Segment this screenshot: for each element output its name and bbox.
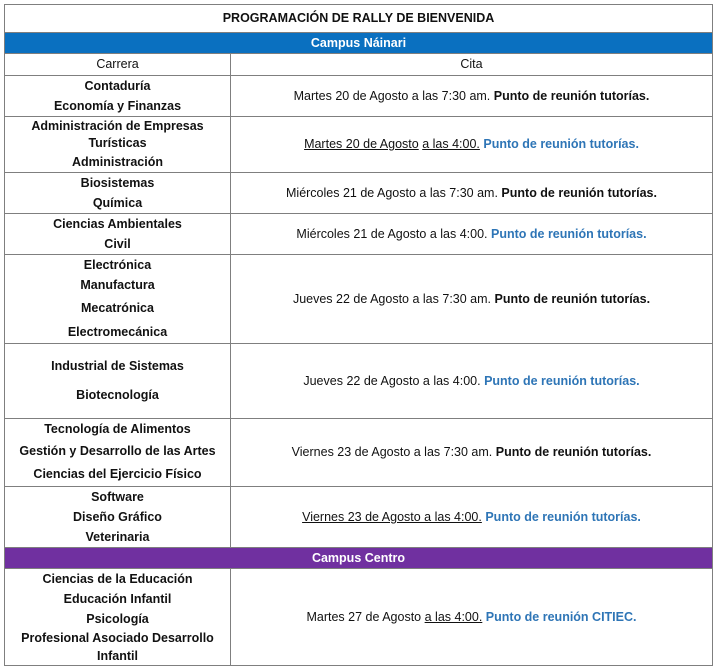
title-row <box>5 5 713 33</box>
carrera-cell <box>5 419 231 487</box>
carrera-name: Ciencias Ambientales <box>53 217 182 231</box>
cita-cell <box>231 255 713 344</box>
cita-date: Viernes 23 de Agosto a las 4:00. <box>302 509 482 524</box>
cita-column-header: Cita <box>231 54 713 76</box>
cita-place: Punto de reunión tutorías. <box>501 185 657 200</box>
carrera-name: Turísticas <box>88 135 147 150</box>
table-row <box>5 487 713 548</box>
table-row <box>5 344 713 419</box>
table-row <box>5 419 713 487</box>
rally-schedule-table <box>4 4 713 666</box>
carrera-name: Educación Infantil <box>63 592 172 606</box>
carrera-column-header: Carrera <box>5 54 231 76</box>
carrera-cell <box>5 117 231 173</box>
table-row <box>5 76 713 117</box>
campus-row <box>5 548 713 569</box>
cita-date: Martes 27 de Agosto <box>306 609 422 624</box>
carrera-cell <box>5 487 231 548</box>
carrera-cell <box>5 569 231 666</box>
carrera-name: Tecnología de Alimentos <box>44 422 191 436</box>
table-row <box>5 569 713 666</box>
cita-date: Jueves 22 de Agosto a las 7:30 am. <box>292 291 491 306</box>
table-title: PROGRAMACIÓN DE RALLY DE BIENVENIDA <box>5 5 713 33</box>
carrera-name: Manufactura <box>80 278 155 292</box>
carrera-name: Mecatrónica <box>81 301 154 315</box>
cita-date: Viernes 23 de Agosto a las 7:30 am. <box>291 445 493 460</box>
carrera-name: Veterinaria <box>85 530 150 544</box>
carrera-name: Electromecánica <box>67 325 168 339</box>
column-header-row <box>5 54 713 76</box>
carrera-name: Diseño Gráfico <box>73 510 162 524</box>
cita-cell <box>231 419 713 487</box>
cita-place: Punto de reunión tutorías. <box>494 291 651 306</box>
carrera-name: Gestión y Desarrollo de las Artes <box>19 444 216 458</box>
cita-date: Martes 20 de Agosto <box>304 137 419 152</box>
cita-place: Punto de reunión CITIEC. <box>485 609 637 624</box>
cita-cell <box>231 76 713 117</box>
campus-centro-header: Campus Centro <box>5 548 713 569</box>
carrera-name: Biosistemas <box>80 176 155 190</box>
carrera-name: Economía y Finanzas <box>53 99 182 113</box>
table-row <box>5 255 713 344</box>
carrera-name: Ciencias del Ejercicio Físico <box>33 467 202 481</box>
cita-place: Punto de reunión tutorías. <box>491 226 647 241</box>
carrera-cell <box>5 76 231 117</box>
cita-cell <box>231 173 713 214</box>
carrera-cell <box>5 214 231 255</box>
cita-cell <box>231 344 713 419</box>
cita-place: Punto de reunión tutorías. <box>485 509 641 524</box>
cita-date: Jueves 22 de Agosto a las 4:00. <box>303 373 481 388</box>
carrera-cell <box>5 173 231 214</box>
cita-time: a las 4:00. <box>422 137 480 152</box>
carrera-name: Administración de Empresas <box>31 118 204 133</box>
carrera-name: Biotecnología <box>76 388 159 402</box>
carrera-name: Industrial de Sistemas <box>51 359 184 373</box>
carrera-name: Ciencias de la Educación <box>42 572 193 586</box>
carrera-name: Contaduría <box>84 79 151 93</box>
cita-cell <box>231 487 713 548</box>
carrera-cell <box>5 255 231 344</box>
carrera-name: Electrónica <box>83 258 152 272</box>
table-row <box>5 173 713 214</box>
cita-place: Punto de reunión tutorías. <box>483 137 639 152</box>
cita-date: Martes 20 de Agosto a las 7:30 am. <box>293 88 491 103</box>
carrera-name: Psicología <box>86 612 149 626</box>
carrera-name: Administración <box>72 154 163 169</box>
cita-time: a las 4:00. <box>424 609 483 624</box>
cita-date: Miércoles 21 de Agosto a las 4:00. <box>296 226 488 241</box>
carrera-name: Química <box>92 196 143 210</box>
cita-date: Miércoles 21 de Agosto a las 7:30 am. <box>286 185 498 200</box>
cita-place: Punto de reunión tutorías. <box>493 88 650 103</box>
table-row <box>5 214 713 255</box>
carrera-name: Civil <box>104 237 131 251</box>
campus-row <box>5 33 713 54</box>
cita-place: Punto de reunión tutorías. <box>484 373 640 388</box>
cita-cell <box>231 214 713 255</box>
carrera-name: Software <box>91 490 144 504</box>
table-row <box>5 117 713 173</box>
cita-place: Punto de reunión tutorías. <box>495 445 652 460</box>
carrera-name: Infantil <box>97 649 138 663</box>
campus-nainari-header: Campus Náinari <box>5 33 713 54</box>
cita-cell <box>231 569 713 666</box>
cita-cell <box>231 117 713 173</box>
carrera-cell <box>5 344 231 419</box>
carrera-name: Profesional Asociado Desarrollo <box>21 631 214 645</box>
